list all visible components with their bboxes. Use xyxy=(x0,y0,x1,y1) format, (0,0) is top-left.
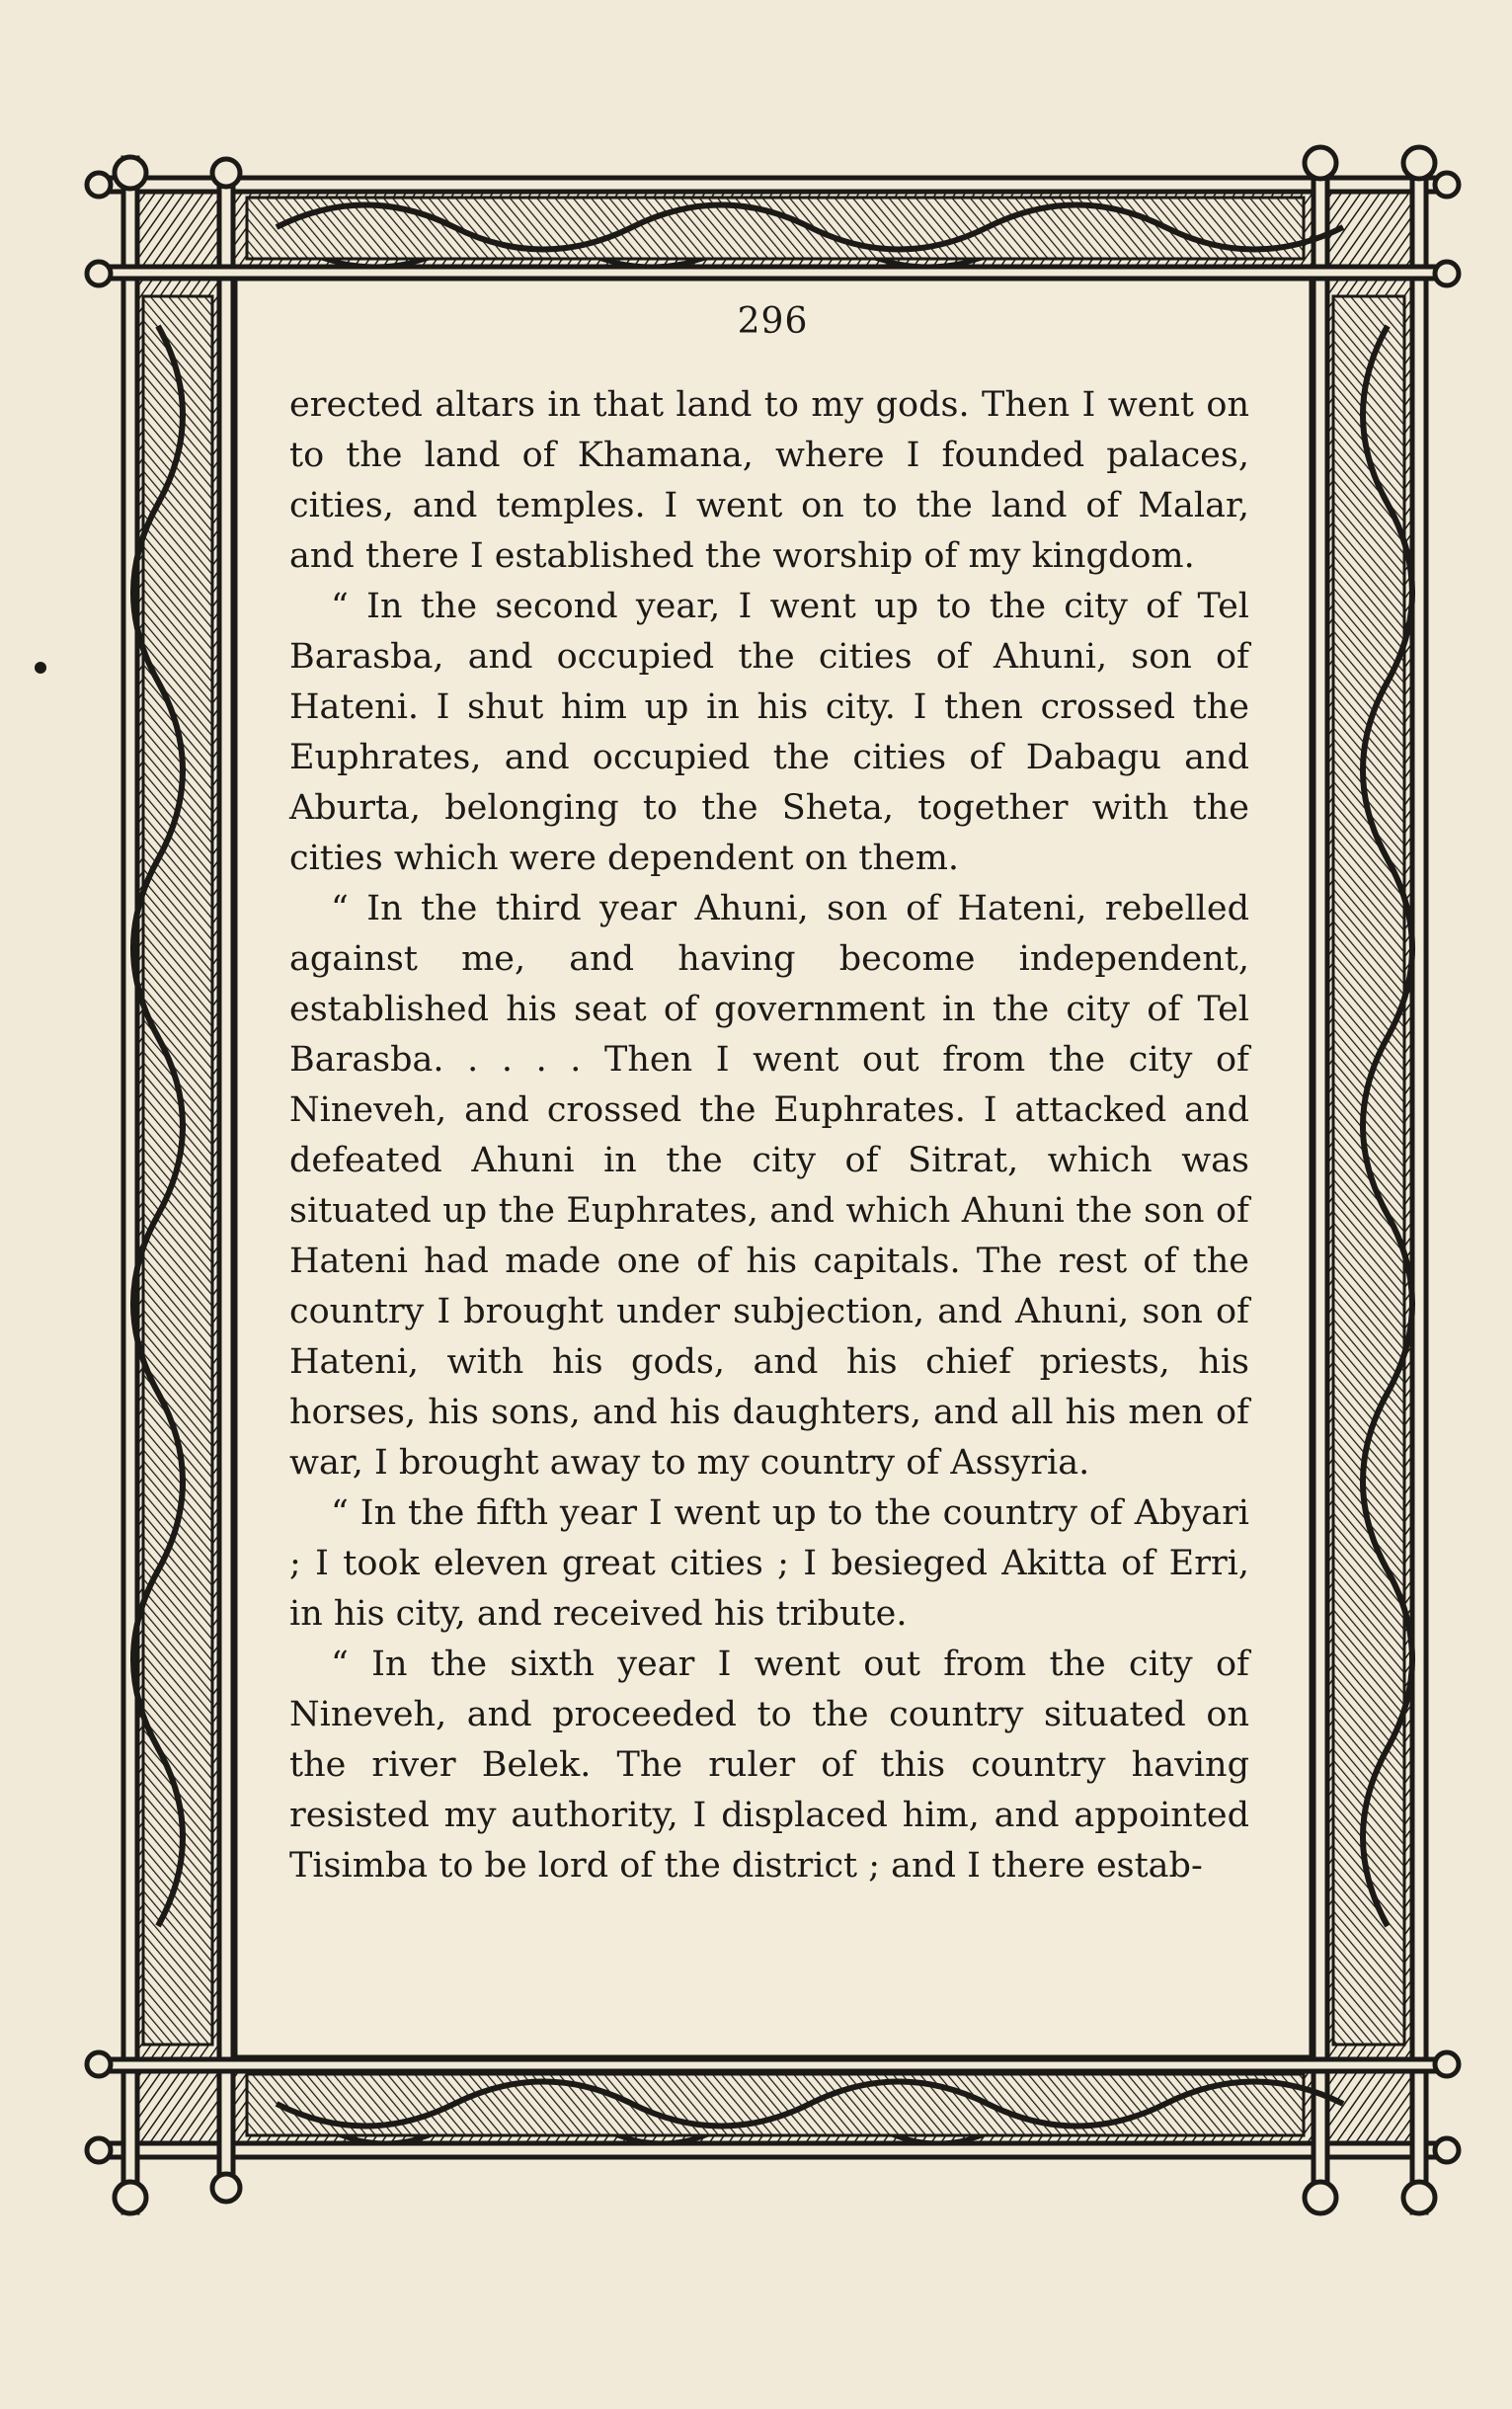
margin-dot xyxy=(35,662,46,674)
text-panel xyxy=(242,281,1304,2049)
body-text xyxy=(289,380,1249,1891)
page-number: 296 xyxy=(737,301,809,342)
paragraph-4: “ In the fifth year I went up to the country of Abyari ; I took eleven great cities ; I besieged Akitta of Erri, in his city, and received his tribute. xyxy=(289,1493,1249,1634)
paragraph-5: “ In the sixth year I went out from the city of Nineveh, and proceeded to the country situated on the river Belek. The ruler of this country having resisted my authority, I displaced him, and appointed Tisimba to be lord of the district ; and I there estab- xyxy=(289,1645,1249,1886)
paragraph-2: “ In the second year, I went up to the city of Tel Barasba, and occupied the cities of Ahuni, son of Hateni. I shut him up in his city. I then crossed the Euphrates, and occupied the cities of Dabagu and Aburta, belonging to the Sheta, together with the cities which were dependent on them. xyxy=(289,587,1249,878)
paragraph-1: erected altars in that land to my gods. Then I went on to the land of Khamana, where I founded palaces, cities, and temples. I went on to the land of Malar, and there I established the worship of my kingdom. xyxy=(289,385,1249,576)
paragraph-3: “ In the third year Ahuni, son of Hateni, rebelled against me, and having become independent, established his seat of government in the city of Tel Barasba. . . . . Then I went out from the city of Nineveh, and crossed the Euphrates. I attacked and defeated Ahuni in the city of Sitrat, which was situated up the Euphrates, and which Ahuni the son of Hateni had made one of his capitals. The rest of the country I brought under subjection, and Ahuni, son of Hateni, with his gods, and his chief priests, his horses, his sons, and his daughters, and all his men of war, I brought away to my country of Assyria. xyxy=(289,889,1249,1483)
